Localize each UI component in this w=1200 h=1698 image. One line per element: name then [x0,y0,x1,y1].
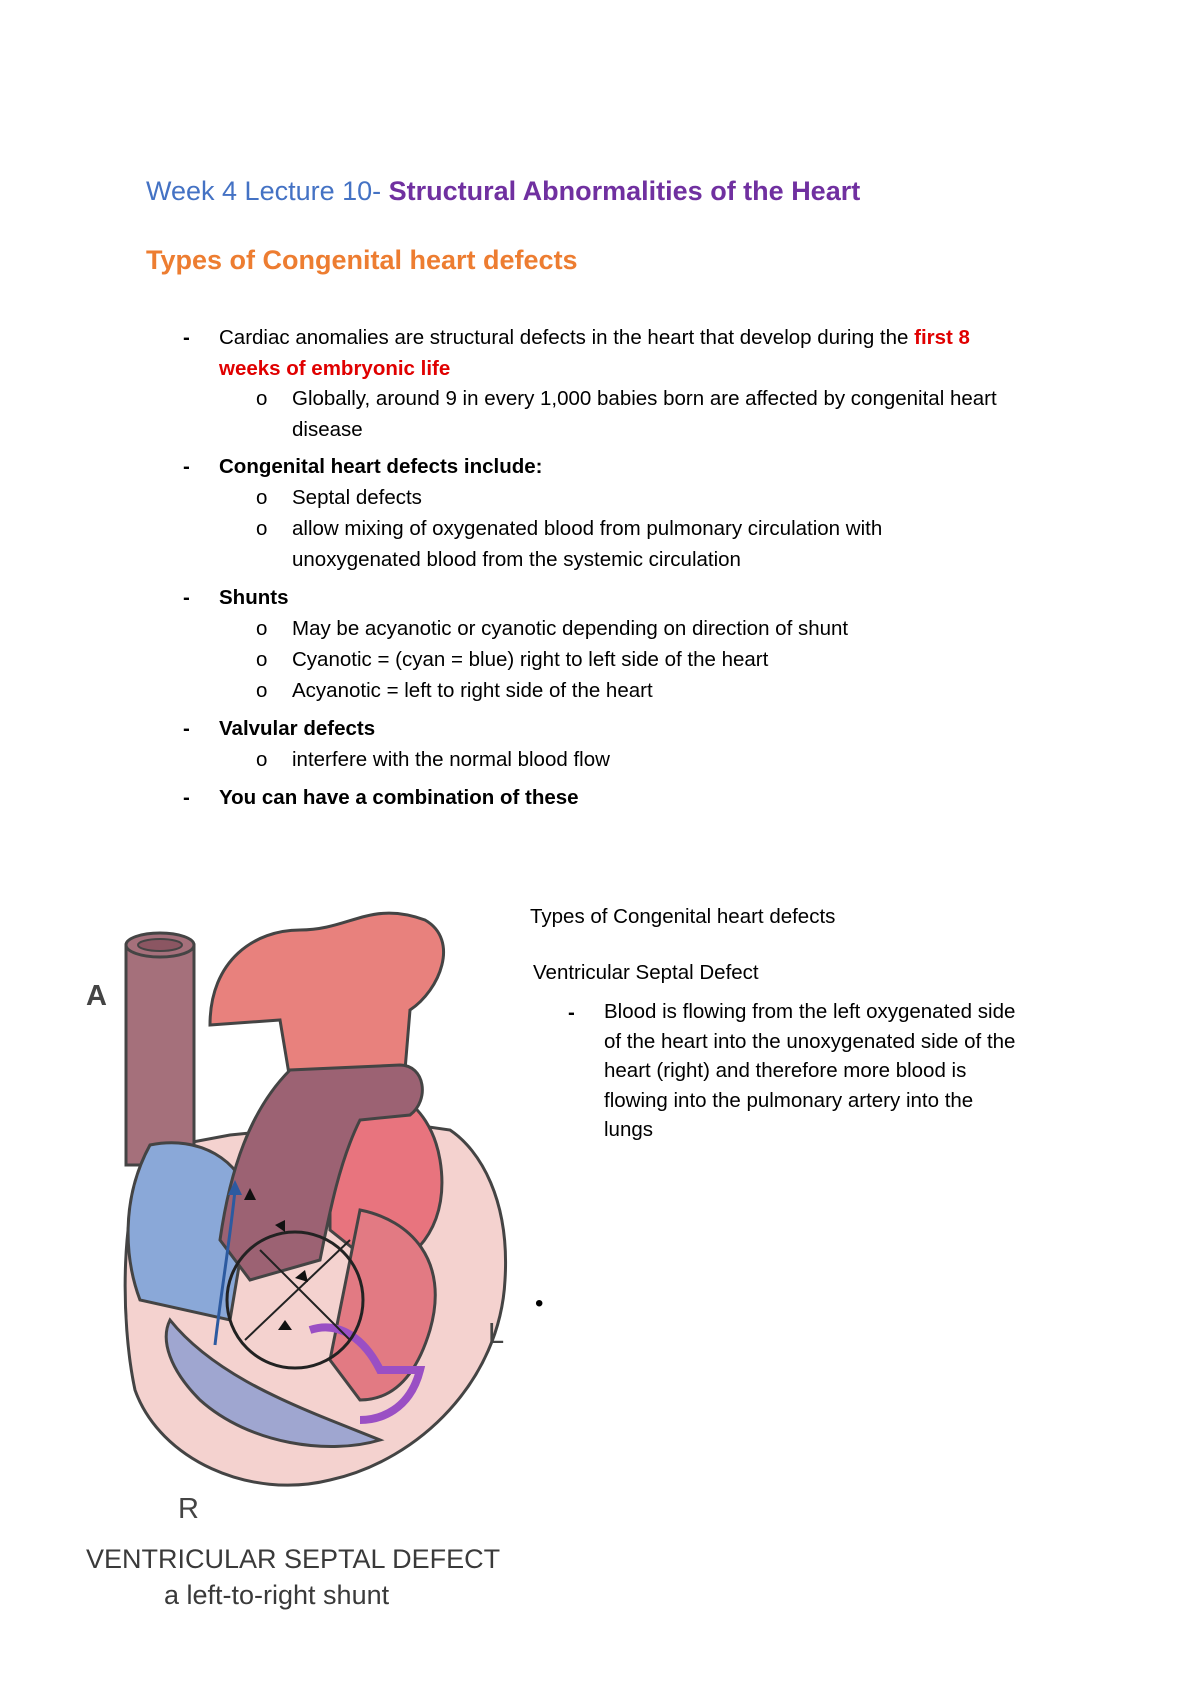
dash-bullet: - [183,717,190,740]
bullet-text: Cardiac anomalies are structural defects in the heart that develop during the [219,326,915,349]
sub-bullet-interfere [256,744,1156,775]
sub-bullet-mixing [256,513,1156,575]
figure-caption-title: VENTRICULAR SEPTAL DEFECT [86,1544,501,1574]
bullet-text: Valvular defects [219,717,376,740]
dash-bullet: - [568,1001,575,1024]
sub-bullet-text: disease [292,418,363,441]
label-r: R [178,1493,199,1525]
sub-bullet-text: interfere with the normal blood flow [292,748,610,771]
dash-bullet: - [183,326,190,349]
sub-bullet-text: Acyanotic = left to right side of the heart [292,679,653,702]
dash-bullet: - [183,586,190,609]
circle-bullet: o [256,387,268,410]
circle-bullet: o [256,648,268,671]
sub-bullet-acyanotic [256,675,1156,706]
sub-bullet-text: Septal defects [292,486,422,509]
highlight-embryonic-life: weeks of embryonic life [219,357,451,380]
sub-bullet-globally [256,383,1156,445]
circle-bullet: o [256,486,268,509]
bullet-text: You can have a combination of these [219,786,579,809]
sub-bullet-text: allow mixing of oxygenated blood from pulmonary circulation with [292,517,883,540]
bullet-cardiac-anomalies [183,322,1083,384]
circle-bullet: o [256,679,268,702]
sub-bullet-septal [256,482,1156,513]
circle-bullet: o [256,617,268,640]
highlight-first-8: first 8 [914,326,970,349]
sub-bullet-text: Globally, around 9 in every 1,000 babies born are affected by congenital heart [292,387,997,410]
circle-bullet: o [256,517,268,540]
heart-diagram [80,900,520,1520]
sub-bullet-cyanotic [256,644,1156,675]
title-topic: Structural Abnormalities of the Heart [388,176,861,206]
label-l: L [488,1318,505,1350]
sub-bullet-text: unoxygenated blood from the systemic circulation [292,548,741,571]
right-bullet-vsd [568,997,1128,1145]
bullet-shunts [183,582,1083,613]
bullet-defects-include [183,451,1083,482]
bullet-text: Shunts [219,586,289,609]
title-week-lecture: Week 4 Lecture 10- [146,176,389,206]
right-subheading: Ventricular Septal Defect [533,961,759,984]
right-heading: Types of Congenital heart defects [530,905,836,928]
label-a: A [86,980,107,1012]
dash-bullet: - [183,455,190,478]
empty-bullet: • [535,1290,544,1317]
bullet-combination [183,782,1083,813]
vena-cava [126,945,194,1165]
right-line: of the heart into the unoxygenated side of the [604,1029,1016,1053]
sub-bullet-text: Cyanotic = (cyan = blue) right to left side of the heart [292,648,769,671]
sub-bullet-text: May be acyanotic or cyanotic depending on direction of shunt [292,617,849,640]
dash-bullet: - [183,786,190,809]
circle-bullet: o [256,748,268,771]
right-line: heart (right) and therefore more blood is [604,1059,967,1082]
right-line: flowing into the pulmonary artery into the [604,1088,974,1112]
sub-bullet-direction [256,613,1156,644]
right-line: lungs [604,1118,654,1141]
right-line: Blood is flowing from the left oxygenated side [604,1000,1016,1023]
figure-caption-subtitle: a left-to-right shunt [164,1580,390,1610]
bullet-valvular [183,713,1083,744]
section-heading: Types of Congenital heart defects [146,245,578,275]
bullet-text: Congenital heart defects include: [219,455,543,478]
document-title [146,176,860,207]
